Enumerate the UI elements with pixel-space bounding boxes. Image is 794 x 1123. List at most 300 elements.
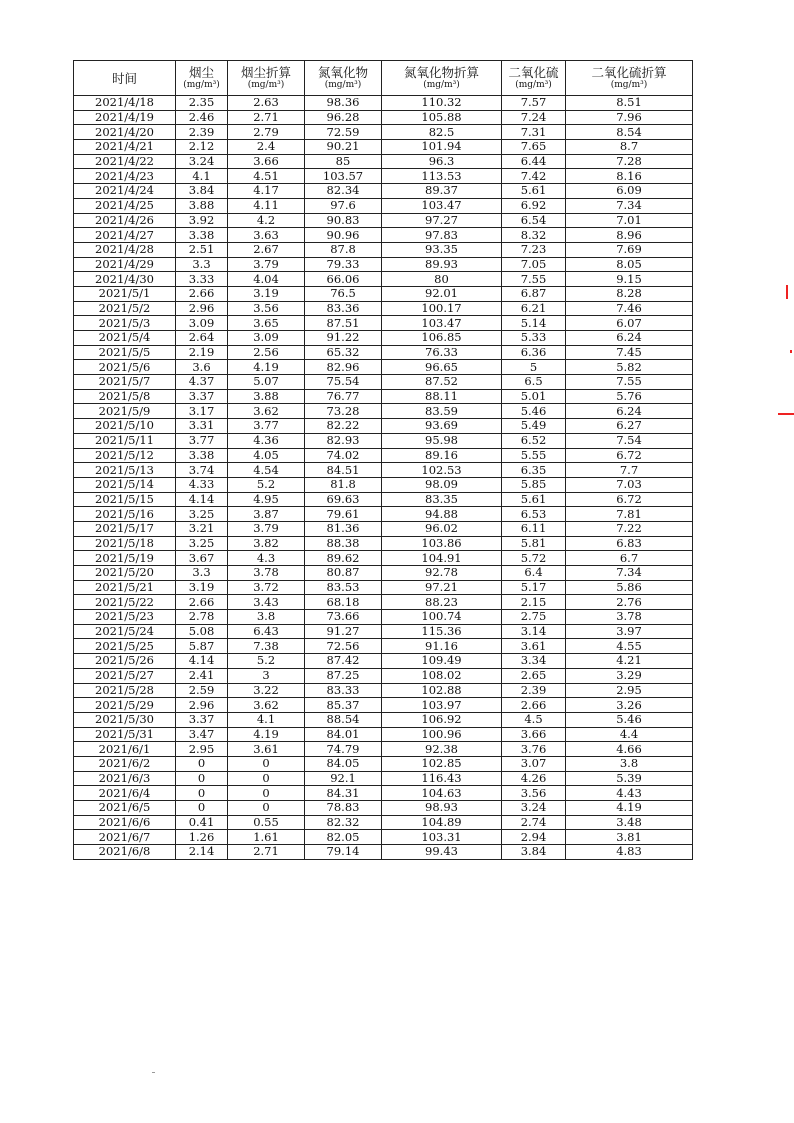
- value-cell: 96.02: [382, 521, 502, 536]
- column-header-unit: (mg/m³): [247, 80, 285, 90]
- value-cell: 3.37: [176, 389, 228, 404]
- table-row: [74, 331, 693, 346]
- value-cell: 3.88: [228, 389, 305, 404]
- value-cell: 103.47: [382, 316, 502, 331]
- value-cell: 0: [176, 771, 228, 786]
- date-cell: 2021/6/7: [74, 830, 176, 845]
- value-cell: 100.96: [382, 727, 502, 742]
- value-cell: 3.63: [228, 228, 305, 243]
- value-cell: 5.07: [228, 375, 305, 390]
- date-cell: 2021/5/31: [74, 727, 176, 742]
- value-cell: 6.27: [566, 419, 693, 434]
- value-cell: 2.39: [176, 125, 228, 140]
- value-cell: 96.28: [305, 110, 382, 125]
- date-cell: 2021/5/12: [74, 448, 176, 463]
- value-cell: 103.31: [382, 830, 502, 845]
- value-cell: 8.96: [566, 228, 693, 243]
- value-cell: 100.17: [382, 301, 502, 316]
- value-cell: 5.49: [502, 419, 566, 434]
- table-header: [74, 61, 693, 96]
- value-cell: 85.37: [305, 698, 382, 713]
- table-row: [74, 521, 693, 536]
- value-cell: 4.37: [176, 375, 228, 390]
- date-cell: 2021/4/19: [74, 110, 176, 125]
- value-cell: 89.37: [382, 184, 502, 199]
- date-cell: 2021/5/13: [74, 463, 176, 478]
- value-cell: 2.66: [502, 698, 566, 713]
- table-row: [74, 580, 693, 595]
- value-cell: 91.27: [305, 624, 382, 639]
- value-cell: 89.16: [382, 448, 502, 463]
- value-cell: 87.42: [305, 654, 382, 669]
- value-cell: 5.17: [502, 580, 566, 595]
- value-cell: 5.72: [502, 551, 566, 566]
- value-cell: 4.36: [228, 433, 305, 448]
- value-cell: 3.19: [176, 580, 228, 595]
- emissions-table: [73, 60, 693, 860]
- value-cell: 104.91: [382, 551, 502, 566]
- value-cell: 4.95: [228, 492, 305, 507]
- value-cell: 8.7: [566, 140, 693, 155]
- table-row: [74, 771, 693, 786]
- value-cell: 98.36: [305, 96, 382, 111]
- value-cell: 4.19: [566, 801, 693, 816]
- date-cell: 2021/4/25: [74, 198, 176, 213]
- value-cell: 3.21: [176, 521, 228, 536]
- table-row: [74, 257, 693, 272]
- value-cell: 7.34: [566, 198, 693, 213]
- value-cell: 3.07: [502, 756, 566, 771]
- value-cell: 87.8: [305, 242, 382, 257]
- value-cell: 3.62: [228, 698, 305, 713]
- value-cell: 6.35: [502, 463, 566, 478]
- date-cell: 2021/6/2: [74, 756, 176, 771]
- value-cell: 3.76: [502, 742, 566, 757]
- value-cell: 3.87: [228, 507, 305, 522]
- table-row: [74, 830, 693, 845]
- table-row: [74, 698, 693, 713]
- value-cell: 4.55: [566, 639, 693, 654]
- value-cell: 3.3: [176, 566, 228, 581]
- value-cell: 3.88: [176, 198, 228, 213]
- value-cell: 5.46: [566, 712, 693, 727]
- value-cell: 88.38: [305, 536, 382, 551]
- table-row: [74, 507, 693, 522]
- date-cell: 2021/5/28: [74, 683, 176, 698]
- date-cell: 2021/5/17: [74, 521, 176, 536]
- value-cell: 82.93: [305, 433, 382, 448]
- value-cell: 2.12: [176, 140, 228, 155]
- value-cell: 6.72: [566, 448, 693, 463]
- value-cell: 81.8: [305, 477, 382, 492]
- value-cell: 3.8: [228, 610, 305, 625]
- date-cell: 2021/5/30: [74, 712, 176, 727]
- value-cell: 97.6: [305, 198, 382, 213]
- value-cell: 2.74: [502, 815, 566, 830]
- value-cell: 90.83: [305, 213, 382, 228]
- value-cell: 116.43: [382, 771, 502, 786]
- value-cell: 5.61: [502, 184, 566, 199]
- value-cell: 88.11: [382, 389, 502, 404]
- value-cell: 7.69: [566, 242, 693, 257]
- value-cell: 104.89: [382, 815, 502, 830]
- column-header-label: 氮氧化物折算: [403, 65, 479, 80]
- value-cell: 8.51: [566, 96, 693, 111]
- value-cell: 2.96: [176, 301, 228, 316]
- value-cell: 7.31: [502, 125, 566, 140]
- table-row: [74, 316, 693, 331]
- value-cell: 6.5: [502, 375, 566, 390]
- value-cell: 3.79: [228, 521, 305, 536]
- value-cell: 82.34: [305, 184, 382, 199]
- value-cell: 96.65: [382, 360, 502, 375]
- value-cell: 7.45: [566, 345, 693, 360]
- value-cell: 4.83: [566, 845, 693, 860]
- value-cell: 87.51: [305, 316, 382, 331]
- value-cell: 3.37: [176, 712, 228, 727]
- value-cell: 3.29: [566, 668, 693, 683]
- value-cell: 2.51: [176, 242, 228, 257]
- value-cell: 5.86: [566, 580, 693, 595]
- date-cell: 2021/5/9: [74, 404, 176, 419]
- value-cell: 100.74: [382, 610, 502, 625]
- value-cell: 8.32: [502, 228, 566, 243]
- value-cell: 3.14: [502, 624, 566, 639]
- table-row: [74, 360, 693, 375]
- value-cell: 2.56: [228, 345, 305, 360]
- value-cell: 7.38: [228, 639, 305, 654]
- table-row: [74, 242, 693, 257]
- value-cell: 6.53: [502, 507, 566, 522]
- value-cell: 6.7: [566, 551, 693, 566]
- value-cell: 8.16: [566, 169, 693, 184]
- value-cell: 4.4: [566, 727, 693, 742]
- value-cell: 72.59: [305, 125, 382, 140]
- value-cell: 0: [176, 756, 228, 771]
- value-cell: 5.55: [502, 448, 566, 463]
- value-cell: 88.54: [305, 712, 382, 727]
- value-cell: 6.24: [566, 404, 693, 419]
- table-row: [74, 110, 693, 125]
- value-cell: 106.92: [382, 712, 502, 727]
- column-header-unit: (mg/m³): [324, 80, 362, 90]
- value-cell: 102.88: [382, 683, 502, 698]
- value-cell: 7.34: [566, 566, 693, 581]
- column-header-label: 氮氧化物: [317, 65, 368, 80]
- value-cell: 3.72: [228, 580, 305, 595]
- column-header-unit: (mg/m³): [610, 80, 648, 90]
- value-cell: 5.87: [176, 639, 228, 654]
- value-cell: 83.36: [305, 301, 382, 316]
- value-cell: 7.65: [502, 140, 566, 155]
- value-cell: 95.98: [382, 433, 502, 448]
- value-cell: 0: [228, 801, 305, 816]
- table-row: [74, 786, 693, 801]
- date-cell: 2021/5/3: [74, 316, 176, 331]
- value-cell: 9.15: [566, 272, 693, 287]
- value-cell: 4.33: [176, 477, 228, 492]
- value-cell: 83.33: [305, 683, 382, 698]
- value-cell: 97.83: [382, 228, 502, 243]
- table-row: [74, 169, 693, 184]
- value-cell: 4.2: [228, 213, 305, 228]
- date-cell: 2021/4/23: [74, 169, 176, 184]
- table-body: [74, 96, 693, 860]
- column-header-label: 二氧化硫折算: [591, 65, 667, 80]
- column-header-label: 烟尘折算: [240, 65, 291, 80]
- date-cell: 2021/5/20: [74, 566, 176, 581]
- column-header: [566, 61, 693, 96]
- table-row: [74, 551, 693, 566]
- value-cell: 7.55: [566, 375, 693, 390]
- value-cell: 76.5: [305, 286, 382, 301]
- table-row: [74, 389, 693, 404]
- value-cell: 102.85: [382, 756, 502, 771]
- value-cell: 6.11: [502, 521, 566, 536]
- value-cell: 3.8: [566, 756, 693, 771]
- date-cell: 2021/4/24: [74, 184, 176, 199]
- value-cell: 3.67: [176, 551, 228, 566]
- table-row: [74, 610, 693, 625]
- date-cell: 2021/5/6: [74, 360, 176, 375]
- value-cell: 7.57: [502, 96, 566, 111]
- value-cell: 3.74: [176, 463, 228, 478]
- value-cell: 5.61: [502, 492, 566, 507]
- table-row: [74, 845, 693, 860]
- date-cell: 2021/4/20: [74, 125, 176, 140]
- value-cell: 73.28: [305, 404, 382, 419]
- value-cell: 81.36: [305, 521, 382, 536]
- date-cell: 2021/5/4: [74, 331, 176, 346]
- value-cell: 65.32: [305, 345, 382, 360]
- value-cell: 83.35: [382, 492, 502, 507]
- value-cell: 7.22: [566, 521, 693, 536]
- table-row: [74, 213, 693, 228]
- value-cell: 82.96: [305, 360, 382, 375]
- value-cell: 97.27: [382, 213, 502, 228]
- value-cell: 75.54: [305, 375, 382, 390]
- value-cell: 5.01: [502, 389, 566, 404]
- value-cell: 5.33: [502, 331, 566, 346]
- value-cell: 3.24: [502, 801, 566, 816]
- date-cell: 2021/5/8: [74, 389, 176, 404]
- value-cell: 84.05: [305, 756, 382, 771]
- value-cell: 3.56: [502, 786, 566, 801]
- date-cell: 2021/5/21: [74, 580, 176, 595]
- date-cell: 2021/5/19: [74, 551, 176, 566]
- value-cell: 4.43: [566, 786, 693, 801]
- table-row: [74, 756, 693, 771]
- value-cell: 73.66: [305, 610, 382, 625]
- value-cell: 87.52: [382, 375, 502, 390]
- value-cell: 90.21: [305, 140, 382, 155]
- date-cell: 2021/5/10: [74, 419, 176, 434]
- value-cell: 4.1: [176, 169, 228, 184]
- table-row: [74, 272, 693, 287]
- value-cell: 106.85: [382, 331, 502, 346]
- value-cell: 4.51: [228, 169, 305, 184]
- value-cell: 0: [176, 786, 228, 801]
- value-cell: 82.22: [305, 419, 382, 434]
- value-cell: 5.82: [566, 360, 693, 375]
- value-cell: 0.41: [176, 815, 228, 830]
- value-cell: 83.59: [382, 404, 502, 419]
- value-cell: 102.53: [382, 463, 502, 478]
- column-header-unit: (mg/m³): [515, 80, 552, 90]
- value-cell: 115.36: [382, 624, 502, 639]
- date-cell: 2021/6/6: [74, 815, 176, 830]
- value-cell: 99.43: [382, 845, 502, 860]
- value-cell: 6.36: [502, 345, 566, 360]
- table-row: [74, 815, 693, 830]
- value-cell: 88.23: [382, 595, 502, 610]
- date-cell: 2021/5/5: [74, 345, 176, 360]
- value-cell: 80.87: [305, 566, 382, 581]
- value-cell: 4.14: [176, 654, 228, 669]
- value-cell: 7.7: [566, 463, 693, 478]
- value-cell: 3.77: [228, 419, 305, 434]
- date-cell: 2021/5/23: [74, 610, 176, 625]
- value-cell: 2.4: [228, 140, 305, 155]
- value-cell: 6.72: [566, 492, 693, 507]
- table-row: [74, 654, 693, 669]
- value-cell: 5.2: [228, 477, 305, 492]
- value-cell: 1.61: [228, 830, 305, 845]
- value-cell: 7.05: [502, 257, 566, 272]
- table-row: [74, 477, 693, 492]
- value-cell: 4.19: [228, 360, 305, 375]
- value-cell: 0: [176, 801, 228, 816]
- value-cell: 7.24: [502, 110, 566, 125]
- column-header-unit: (mg/m³): [423, 80, 460, 90]
- value-cell: 68.18: [305, 595, 382, 610]
- date-cell: 2021/4/29: [74, 257, 176, 272]
- date-cell: 2021/4/22: [74, 154, 176, 169]
- value-cell: 76.77: [305, 389, 382, 404]
- value-cell: 84.31: [305, 786, 382, 801]
- date-cell: 2021/6/8: [74, 845, 176, 860]
- date-cell: 2021/5/2: [74, 301, 176, 316]
- value-cell: 2.64: [176, 331, 228, 346]
- table-row: [74, 801, 693, 816]
- value-cell: 89.93: [382, 257, 502, 272]
- value-cell: 92.38: [382, 742, 502, 757]
- value-cell: 6.83: [566, 536, 693, 551]
- value-cell: 2.63: [228, 96, 305, 111]
- table-row: [74, 345, 693, 360]
- column-header: [176, 61, 228, 96]
- value-cell: 2.41: [176, 668, 228, 683]
- value-cell: 6.21: [502, 301, 566, 316]
- value-cell: 3.17: [176, 404, 228, 419]
- table-row: [74, 712, 693, 727]
- value-cell: 6.24: [566, 331, 693, 346]
- red-pen-mark: [778, 413, 794, 415]
- table-row: [74, 742, 693, 757]
- scan-speck: [152, 1072, 155, 1073]
- column-header-unit: (mg/m³): [183, 80, 220, 90]
- value-cell: 1.26: [176, 830, 228, 845]
- table-row: [74, 624, 693, 639]
- value-cell: 7.46: [566, 301, 693, 316]
- value-cell: 92.78: [382, 566, 502, 581]
- value-cell: 3.84: [176, 184, 228, 199]
- date-cell: 2021/4/28: [74, 242, 176, 257]
- value-cell: 2.76: [566, 595, 693, 610]
- value-cell: 6.54: [502, 213, 566, 228]
- value-cell: 6.4: [502, 566, 566, 581]
- table-row: [74, 683, 693, 698]
- header-row: [74, 61, 693, 96]
- value-cell: 3.3: [176, 257, 228, 272]
- date-cell: 2021/4/27: [74, 228, 176, 243]
- value-cell: 6.87: [502, 286, 566, 301]
- value-cell: 7.03: [566, 477, 693, 492]
- value-cell: 2.66: [176, 286, 228, 301]
- table-row: [74, 96, 693, 111]
- value-cell: 105.88: [382, 110, 502, 125]
- date-cell: 2021/5/18: [74, 536, 176, 551]
- value-cell: 108.02: [382, 668, 502, 683]
- value-cell: 4.17: [228, 184, 305, 199]
- value-cell: 3.79: [228, 257, 305, 272]
- value-cell: 3.82: [228, 536, 305, 551]
- value-cell: 91.16: [382, 639, 502, 654]
- value-cell: 6.43: [228, 624, 305, 639]
- value-cell: 96.3: [382, 154, 502, 169]
- value-cell: 82.05: [305, 830, 382, 845]
- value-cell: 2.14: [176, 845, 228, 860]
- table-row: [74, 198, 693, 213]
- column-header: [382, 61, 502, 96]
- value-cell: 87.25: [305, 668, 382, 683]
- value-cell: 0: [228, 771, 305, 786]
- value-cell: 2.95: [176, 742, 228, 757]
- value-cell: 3.77: [176, 433, 228, 448]
- value-cell: 4.14: [176, 492, 228, 507]
- date-cell: 2021/5/1: [74, 286, 176, 301]
- value-cell: 2.65: [502, 668, 566, 683]
- value-cell: 8.54: [566, 125, 693, 140]
- value-cell: 3.31: [176, 419, 228, 434]
- value-cell: 3.34: [502, 654, 566, 669]
- value-cell: 109.49: [382, 654, 502, 669]
- value-cell: 3.26: [566, 698, 693, 713]
- value-cell: 2.95: [566, 683, 693, 698]
- value-cell: 2.79: [228, 125, 305, 140]
- value-cell: 2.71: [228, 110, 305, 125]
- value-cell: 3.78: [566, 610, 693, 625]
- value-cell: 113.53: [382, 169, 502, 184]
- value-cell: 6.07: [566, 316, 693, 331]
- date-cell: 2021/5/27: [74, 668, 176, 683]
- value-cell: 2.15: [502, 595, 566, 610]
- table-row: [74, 566, 693, 581]
- value-cell: 3.61: [228, 742, 305, 757]
- table-row: [74, 419, 693, 434]
- value-cell: 7.23: [502, 242, 566, 257]
- value-cell: 7.01: [566, 213, 693, 228]
- value-cell: 80: [382, 272, 502, 287]
- value-cell: 5.08: [176, 624, 228, 639]
- value-cell: 94.88: [382, 507, 502, 522]
- date-cell: 2021/6/1: [74, 742, 176, 757]
- value-cell: 92.1: [305, 771, 382, 786]
- value-cell: 6.09: [566, 184, 693, 199]
- column-header: [502, 61, 566, 96]
- value-cell: 5.46: [502, 404, 566, 419]
- value-cell: 2.94: [502, 830, 566, 845]
